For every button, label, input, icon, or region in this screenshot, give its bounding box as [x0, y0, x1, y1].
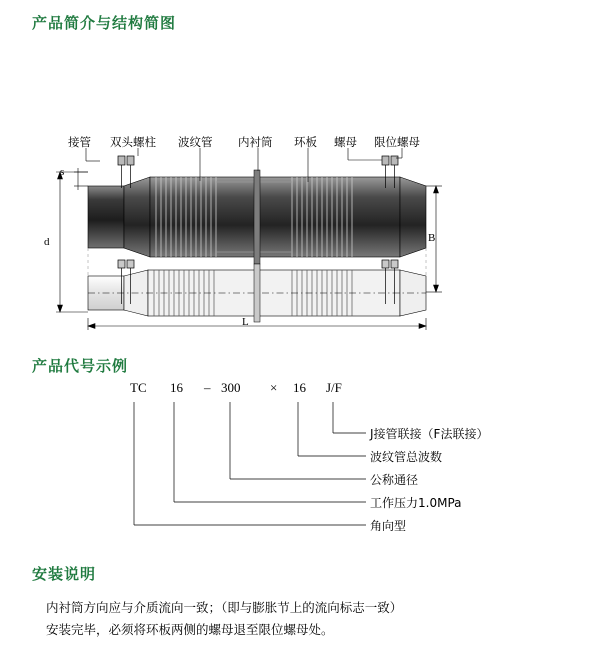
part-label-inner-sleeve: 内衬筒: [238, 135, 273, 149]
dim-label-d: d: [44, 236, 50, 248]
code-token-dash: –: [204, 380, 211, 395]
code-desc-wave-count: 波纹管总波数: [370, 450, 443, 464]
section-title-install-notes: 安装说明: [32, 565, 97, 583]
part-label-connector-pipe: 接管: [68, 135, 91, 149]
code-desc-pressure: 工作压力1.0MPa: [370, 496, 462, 510]
code-desc-type: 角向型: [370, 519, 407, 533]
dim-label-B: B: [428, 232, 436, 244]
section-title-product-intro: 产品简介与结构简图: [32, 14, 177, 32]
code-leader-lines: [30, 380, 570, 545]
dim-label-L: L: [242, 316, 249, 328]
code-token-jf: J/F: [326, 380, 342, 395]
part-label-bellows: 波纹管: [178, 135, 213, 149]
install-note-2: 安装完毕，必须将环板两侧的螺母退至限位螺母处。: [46, 622, 334, 637]
code-token-times: ×: [270, 380, 278, 395]
part-label-double-end-stud: 双头螺柱: [110, 135, 156, 149]
part-label-nut: 螺母: [334, 135, 357, 149]
code-token-300: 300: [221, 380, 241, 395]
structure-diagram: [30, 60, 570, 330]
code-desc-nominal-dia: 公称通径: [370, 473, 419, 487]
code-token-tc: TC: [130, 380, 147, 395]
code-token-16-b: 16: [293, 380, 306, 395]
code-desc-connection: J接管联接（F法联接）: [370, 427, 489, 441]
install-note-1: 内衬筒方向应与介质流向一致；（即与膨胀节上的流向标志一致）: [46, 600, 403, 615]
code-token-16-a: 16: [170, 380, 183, 395]
section-title-code-example: 产品代号示例: [32, 357, 129, 375]
part-label-limit-nut: 限位螺母: [374, 135, 420, 149]
product-code-example: [30, 380, 570, 545]
dim-label-s: s: [60, 166, 65, 178]
part-label-ring-plate: 环板: [294, 135, 317, 149]
diagram-svg: [30, 60, 570, 330]
